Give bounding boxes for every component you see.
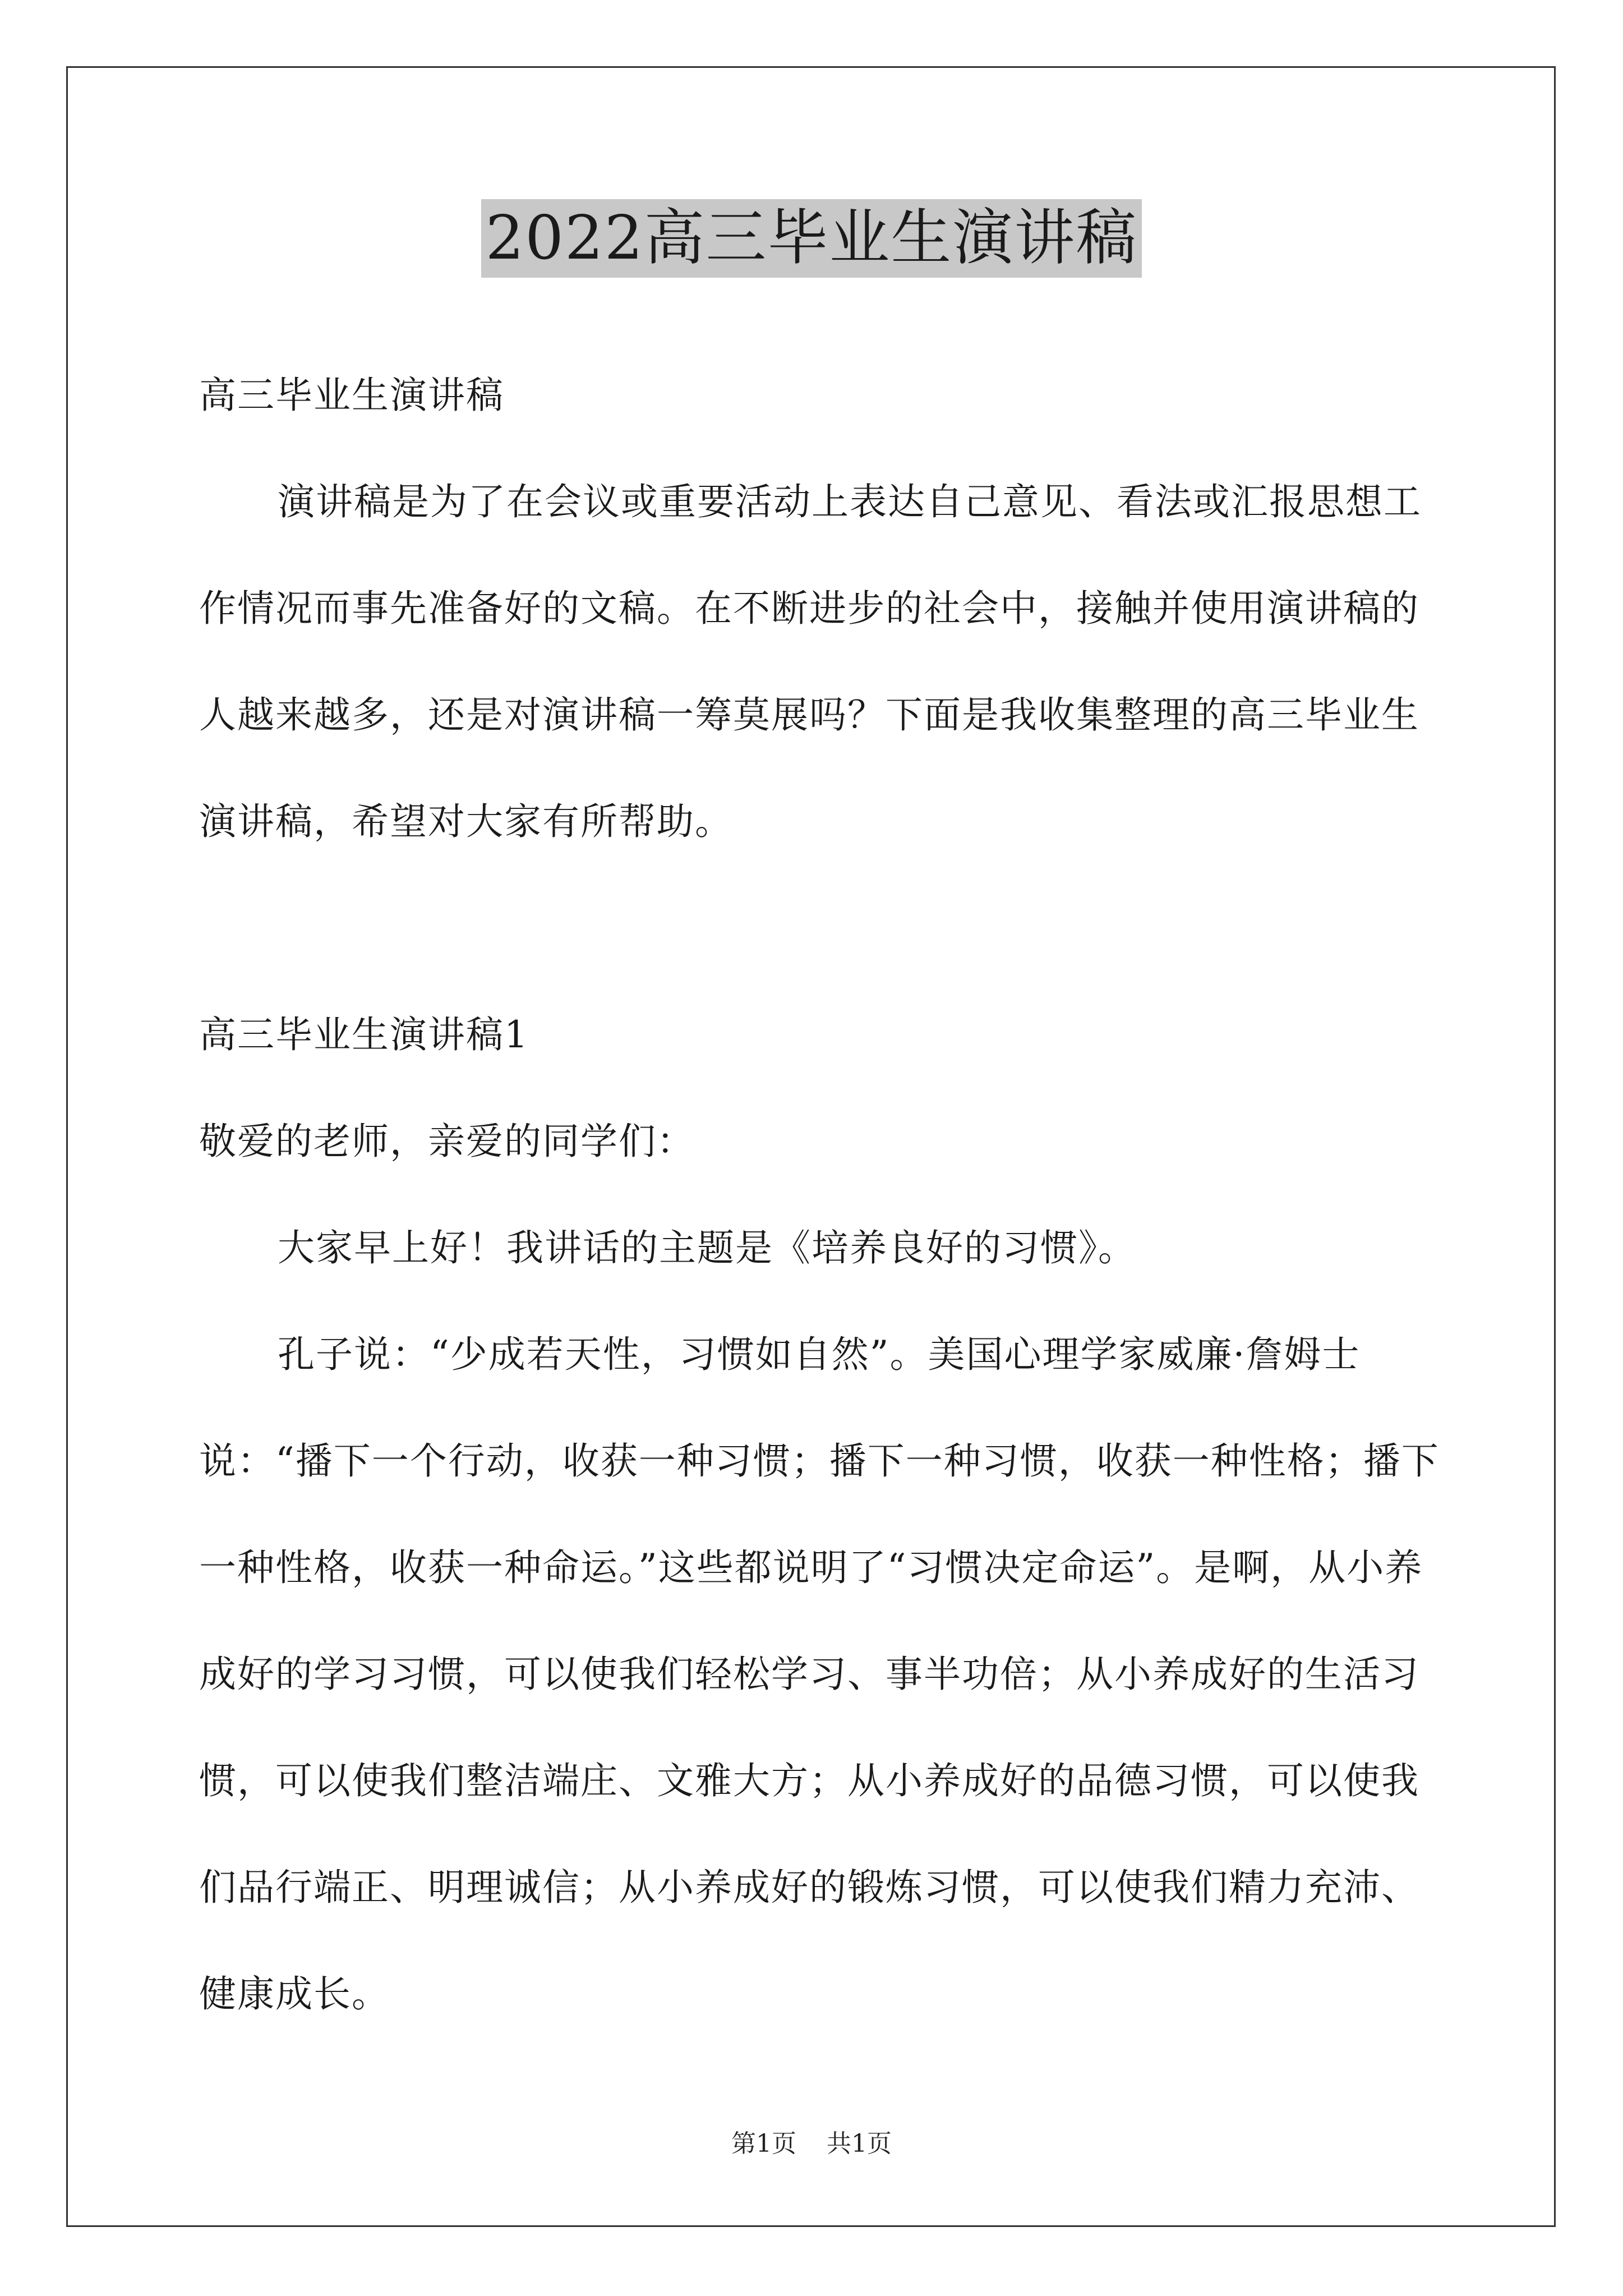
salutation: 敬爱的老师，亲爱的同学们： <box>199 1120 695 1163</box>
document-subtitle: 高三毕业生演讲稿 <box>199 374 504 417</box>
intro-paragraph: 演讲稿是为了在会议或重要活动上表达自己意见、看法或汇报思想工作情况而事先准备好的文稿。在不断进步的社会中，接触并使用演讲稿的人越来越多，还是对演讲稿一筹莫展吗？下面是我收集整理的高三毕业生演讲稿，希望对大家有所帮助。 <box>199 480 1422 843</box>
page-number: 第1页 <box>731 2129 796 2158</box>
spacer <box>199 875 1450 982</box>
body-paragraph-1: 大家早上好！我讲话的主题是《培养良好的习惯》。 <box>278 1226 1136 1269</box>
body-paragraph-2: 孔子说：“少成若天性，习惯如自然”。美国心理学家威廉·詹姆士说：“播下一个行动，收获一种习惯；播下一种习惯，收获一种性格；播下一种性格，收获一种命运。”这些都说明了“习惯决定命运”。是啊，从小养成好的学习习惯，可以使我们轻松学习、事半功倍；从小养成好的生活习惯，可以使我们整洁端庄、文雅大方；从小养成好的品德习惯，可以使我们品行端正、明理诚信；从小养成好的锻炼习惯，可以使我们精力充沛、健康成长。 <box>199 1333 1440 2016</box>
section-heading: 高三毕业生演讲稿1 <box>199 1013 529 1056</box>
document-body <box>199 342 1450 2047</box>
page-total: 共1页 <box>827 2129 892 2158</box>
document-title: 2022高三毕业生演讲稿 <box>481 199 1142 278</box>
title-container <box>0 199 1623 278</box>
page-footer <box>0 2123 1623 2159</box>
